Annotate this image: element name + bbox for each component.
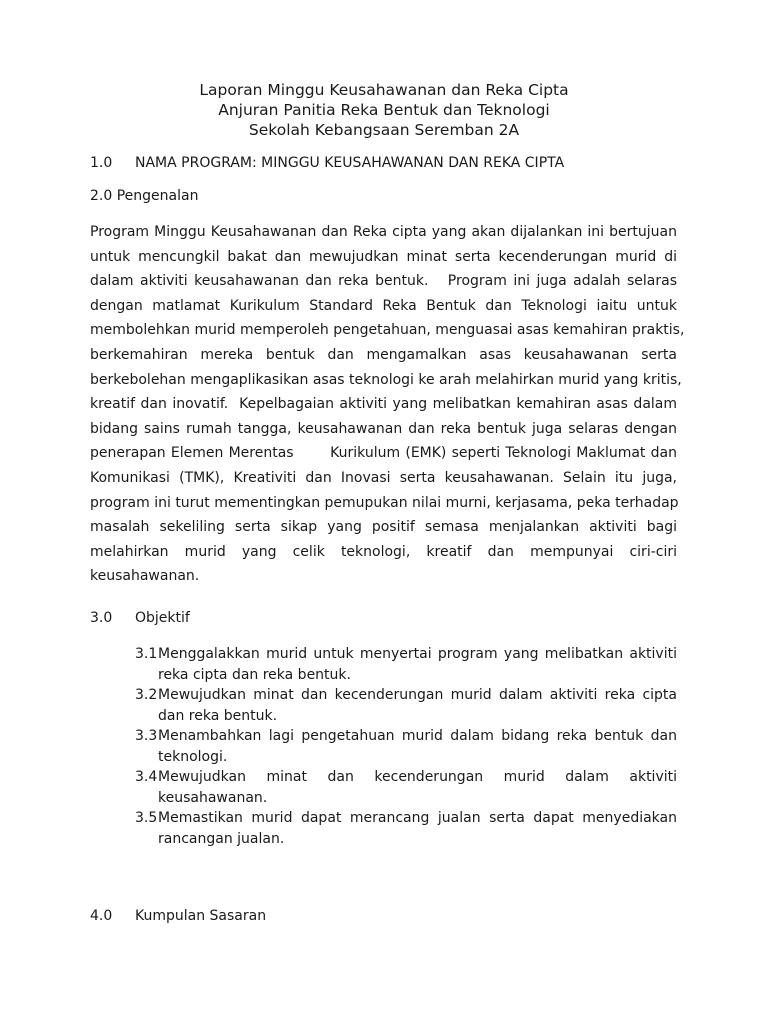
- paragraph-line: keusahawanan.: [90, 568, 200, 585]
- objective-text-continued: dan reka bentuk.: [158, 708, 278, 724]
- paragraph-line: Program Minggu Keusahawanan dan Reka cipta yang akan dijalankan ini bertujuan: [90, 224, 677, 240]
- objective-number: 3.4: [135, 769, 158, 785]
- report-title: [0, 80, 768, 140]
- objective-number: 3.1: [135, 646, 158, 662]
- section-4-label: Kumpulan Sasaran: [135, 908, 267, 924]
- objective-number: 3.2: [135, 687, 158, 703]
- paragraph-line: program ini turut mementingkan pemupukan nilai murni, kerjasama, peka terhadap: [90, 494, 679, 511]
- title-line-2: Anjuran Panitia Reka Bentuk dan Teknologi: [218, 101, 550, 119]
- section-4-number: 4.0: [90, 908, 113, 924]
- section-3-heading: [90, 608, 190, 628]
- section-2-label: 2.0 Pengenalan: [90, 188, 199, 204]
- objective-text: Menggalakkan murid untuk menyertai program yang melibatkan aktiviti: [158, 646, 677, 662]
- title-line-3: Sekolah Kebangsaan Seremban 2A: [248, 121, 520, 139]
- objective-text: Mewujudkan minat dan kecenderungan murid dalam aktiviti reka cipta: [158, 687, 677, 703]
- paragraph-line: Komunikasi (TMK), Kreativiti dan Inovasi serta keusahawanan. Selain itu juga,: [90, 469, 677, 486]
- objective-item: [135, 724, 677, 765]
- paragraph-line: dengan matlamat Kurikulum Standard Reka Bentuk dan Teknologi iaitu untuk: [90, 297, 677, 314]
- section-3-label: Objektif: [135, 610, 190, 626]
- section-4-heading: [90, 906, 266, 926]
- title-line-1: Laporan Minggu Keusahawanan dan Reka Cipta: [199, 81, 569, 99]
- paragraph-line: bidang sains rumah tangga, keusahawanan dan reka bentuk juga selaras dengan: [90, 420, 677, 437]
- paragraph-line: berkebolehan mengaplikasikan asas teknologi ke arah melahirkan murid yang kritis,: [90, 371, 682, 388]
- paragraph-line: melahirkan murid yang celik teknologi, kreatif dan mempunyai ciri-ciri: [90, 543, 677, 560]
- objective-item: [135, 806, 677, 847]
- objective-text: Mewujudkan minat dan kecenderungan murid dalam aktiviti: [158, 769, 677, 785]
- section-1-heading: [90, 153, 564, 173]
- objective-text: Menambahkan lagi pengetahuan murid dalam bidang reka bentuk dan: [158, 728, 677, 744]
- objective-text-continued: teknologi.: [158, 749, 228, 765]
- objective-text-continued: keusahawanan.: [158, 790, 268, 806]
- paragraph-line: masalah sekeliling serta sikap yang positif semasa menjalankan aktiviti bagi: [90, 519, 677, 536]
- paragraph-line: penerapan Elemen Merentas Kurikulum (EMK) seperti Teknologi Maklumat dan: [90, 445, 677, 462]
- section-3-number: 3.0: [90, 610, 113, 626]
- objective-item: [135, 642, 677, 683]
- objective-number: 3.5: [135, 810, 158, 826]
- objective-list: [135, 642, 677, 847]
- paragraph-line: membolehkan murid memperoleh pengetahuan, menguasai asas kemahiran praktis,: [90, 322, 685, 339]
- paragraph-line: berkemahiran mereka bentuk dan mengamalkan asas keusahawanan serta: [90, 346, 677, 363]
- section-1-number: 1.0: [90, 155, 113, 171]
- objective-item: [135, 765, 677, 806]
- paragraph-line: dalam aktiviti keusahawanan dan reka bentuk. Program ini juga adalah selaras: [90, 273, 677, 290]
- objective-text-continued: reka cipta dan reka bentuk.: [158, 667, 351, 683]
- paragraph-line: kreatif dan inovatif. Kepelbagaian aktiviti yang melibatkan kemahiran asas dalam: [90, 396, 677, 413]
- paragraph-line: untuk mencungkil bakat dan mewujudkan minat serta kecenderungan murid di: [90, 248, 677, 265]
- section-1-label: NAMA PROGRAM: MINGGU KEUSAHAWANAN DAN REKA CIPTA: [135, 155, 565, 171]
- objective-text: Memastikan murid dapat merancang jualan serta dapat menyediakan: [158, 810, 677, 826]
- objective-text-continued: rancangan jualan.: [158, 831, 285, 847]
- objective-item: [135, 683, 677, 724]
- section-2-heading: [90, 186, 198, 206]
- objective-number: 3.3: [135, 728, 158, 744]
- introduction-paragraph: [90, 220, 685, 589]
